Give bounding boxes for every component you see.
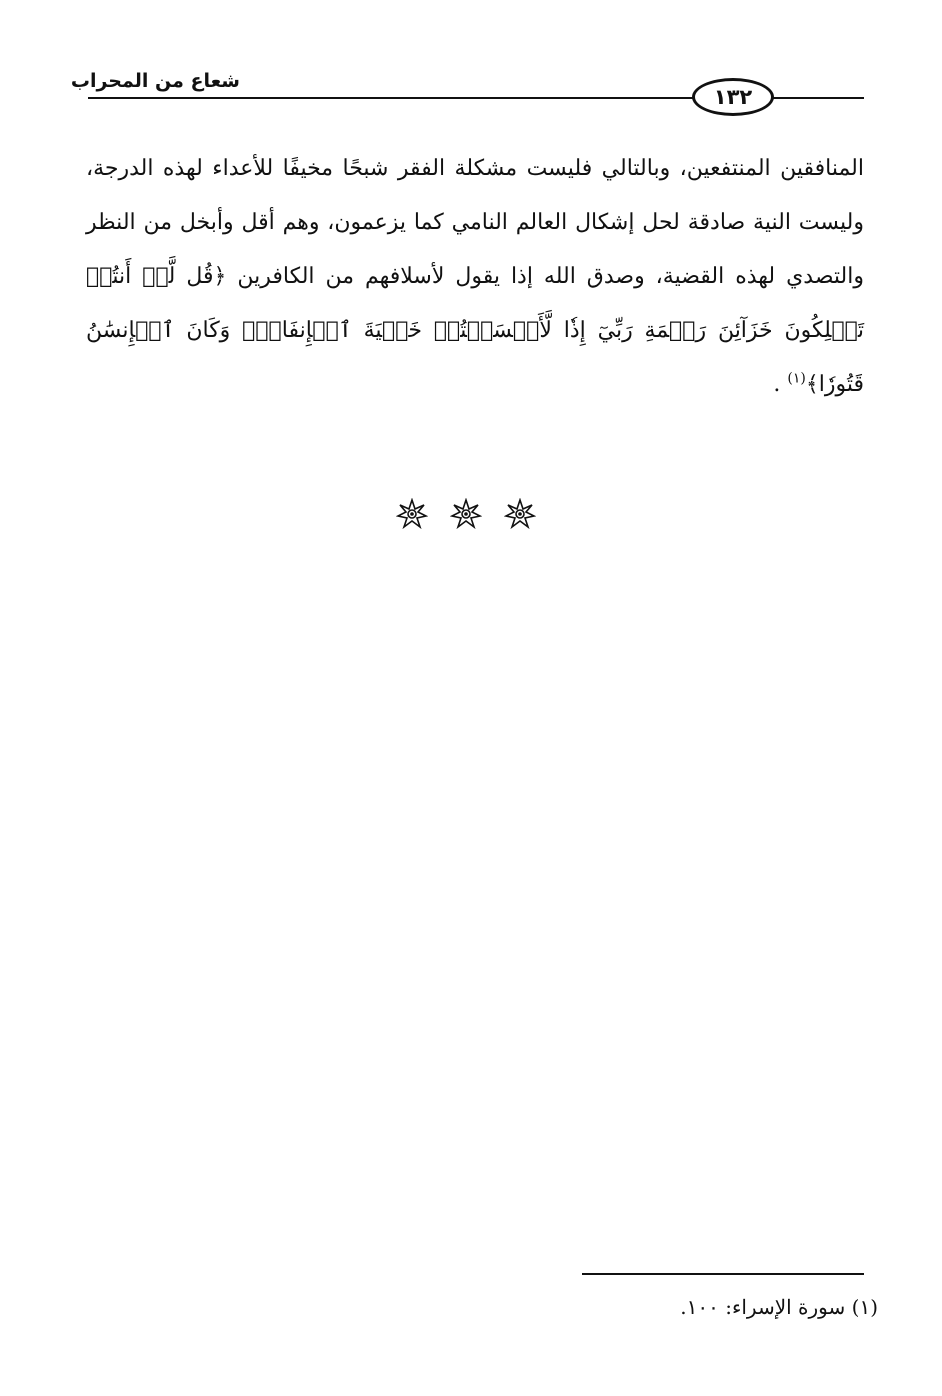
page-number: ١٣٢ [692,78,774,116]
flower-ornament-icon [450,498,482,530]
footnote-rule [582,1273,864,1275]
paragraph [86,142,864,412]
flower-ornament-icon [396,498,428,530]
section-divider [396,494,536,534]
flower-ornament-icon [504,498,536,530]
footnote-reference: (١) [787,370,806,387]
end-punctuation: . [773,372,781,397]
main-text [86,142,864,412]
paragraph-text: المنافقين المنتفعين، وبالتالي فليست مشكلة الفقر شبحًا مخيفًا للأعداء لهذه الدرجة، وليست النية صادقة لحل إشكال العالم النامي كما يزعمون، وهم أقل وأبخل من النظر والتصدي لهذه القضية، وصدق الله إذا يقول لأسلافهم من الكافرين ﴿قُل لَّوۡ أَنتُمۡ تَمۡلِكُونَ خَزَآئِنَ رَحۡمَةِ رَبِّيٓ إِذٗا لَّأَمۡسَكۡتُمۡ خَشۡيَةَ ٱلۡإِنفَاقِۚ وَكَانَ ٱلۡإِنسَٰنُ قَتُورٗا﴾ [86,156,864,397]
footnote: (١) سورة الإسراء: ١٠٠. [680,1295,878,1319]
running-title: شعاع من المحراب [70,70,240,92]
